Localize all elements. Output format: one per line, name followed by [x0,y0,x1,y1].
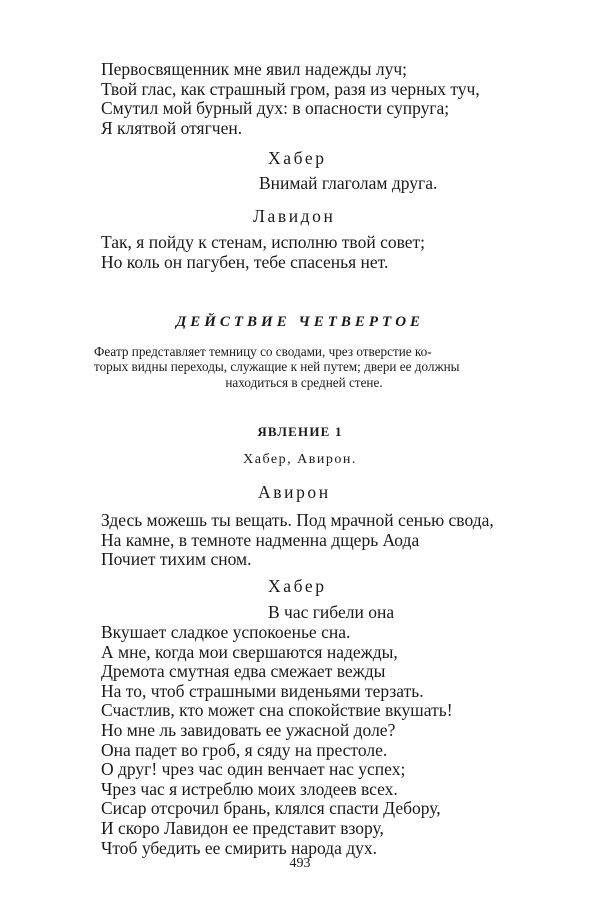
verse-line: И скоро Лавидон ее представит взору, [101,817,384,838]
verse-line: Смутил мой бурный дух: в опасности супруга; [101,98,450,119]
stage-direction [94,344,514,390]
verse-block-3 [101,233,571,272]
speaker-haber: Хабер [268,576,327,596]
verse-line: Твой глас, как страшный гром, разя из черных туч, [101,78,480,99]
verse-line: Счастлив, кто может сна спокойствие вкушать! [101,700,453,721]
verse-line: На камне, в темноте надменна дщерь Аода [101,529,420,550]
verse-line: На то, чтоб страшными виденьями терзать. [101,680,424,701]
verse-block-4 [101,511,571,570]
scene-title: ЯВЛЕНИЕ 1 [257,424,343,439]
verse-line: Сисар отсрочил брань, клялся спасти Дебору, [101,798,441,819]
verse-line: Чтоб убедить ее смирить народа дух. [101,837,378,858]
verse-line: О друг! чрез час один венчает нас успех; [101,759,406,780]
verse-line: Я клятвой отягчен. [101,117,243,138]
scene-characters: Хабер, Авирон. [243,452,357,467]
stage-direction-line: торых видны переходы, служащие к ней путем; двери ее должны [94,359,460,375]
speaker-aviron: Авирон [258,482,331,502]
verse-block-5-first-line [268,603,600,623]
verse-block-5 [101,623,571,858]
verse-line: Но коль он пагубен, тебе спасенья нет. [101,251,389,272]
verse-block-1 [101,60,571,138]
verse-line: Так, я пойду к стенам, исполню твой совет; [101,232,426,252]
verse-line: Здесь можешь ты вещать. Под мрачной сенью свода, [101,510,494,530]
verse-line: Чрез час я истреблю моих злодеев всех. [101,778,398,799]
verse-line: Внимай глаголам друга. [259,173,438,193]
speaker-haber: Хабер [268,148,327,168]
verse-line: В час гибели она [268,602,395,622]
verse-line: Но мне ль завидовать ее ужасной доле? [101,719,396,740]
verse-line: Почиет тихим сном. [101,549,252,570]
stage-direction-line: Феатр представляет темницу со сводами, чрез отверстие ко- [94,344,432,359]
verse-line: Первосвященник мне явил надежды луч; [101,59,407,79]
verse-block-2 [259,174,600,194]
act-title: ДЕЙСТВИЕ ЧЕТВЕРТОЕ [175,314,425,330]
speaker-lavidon: Лавидон [253,206,336,226]
verse-line: Она падет во гроб, я сяду на престоле. [101,739,388,760]
verse-line: Дремота смутная едва смежает вежды [101,661,386,682]
verse-line: А мне, когда мои свершаются надежды, [101,641,398,662]
stage-direction-line: находиться в средней стене. [225,374,383,390]
page-number: 493 [289,856,311,871]
verse-line: Вкушает сладкое успокоенье сна. [101,622,351,642]
